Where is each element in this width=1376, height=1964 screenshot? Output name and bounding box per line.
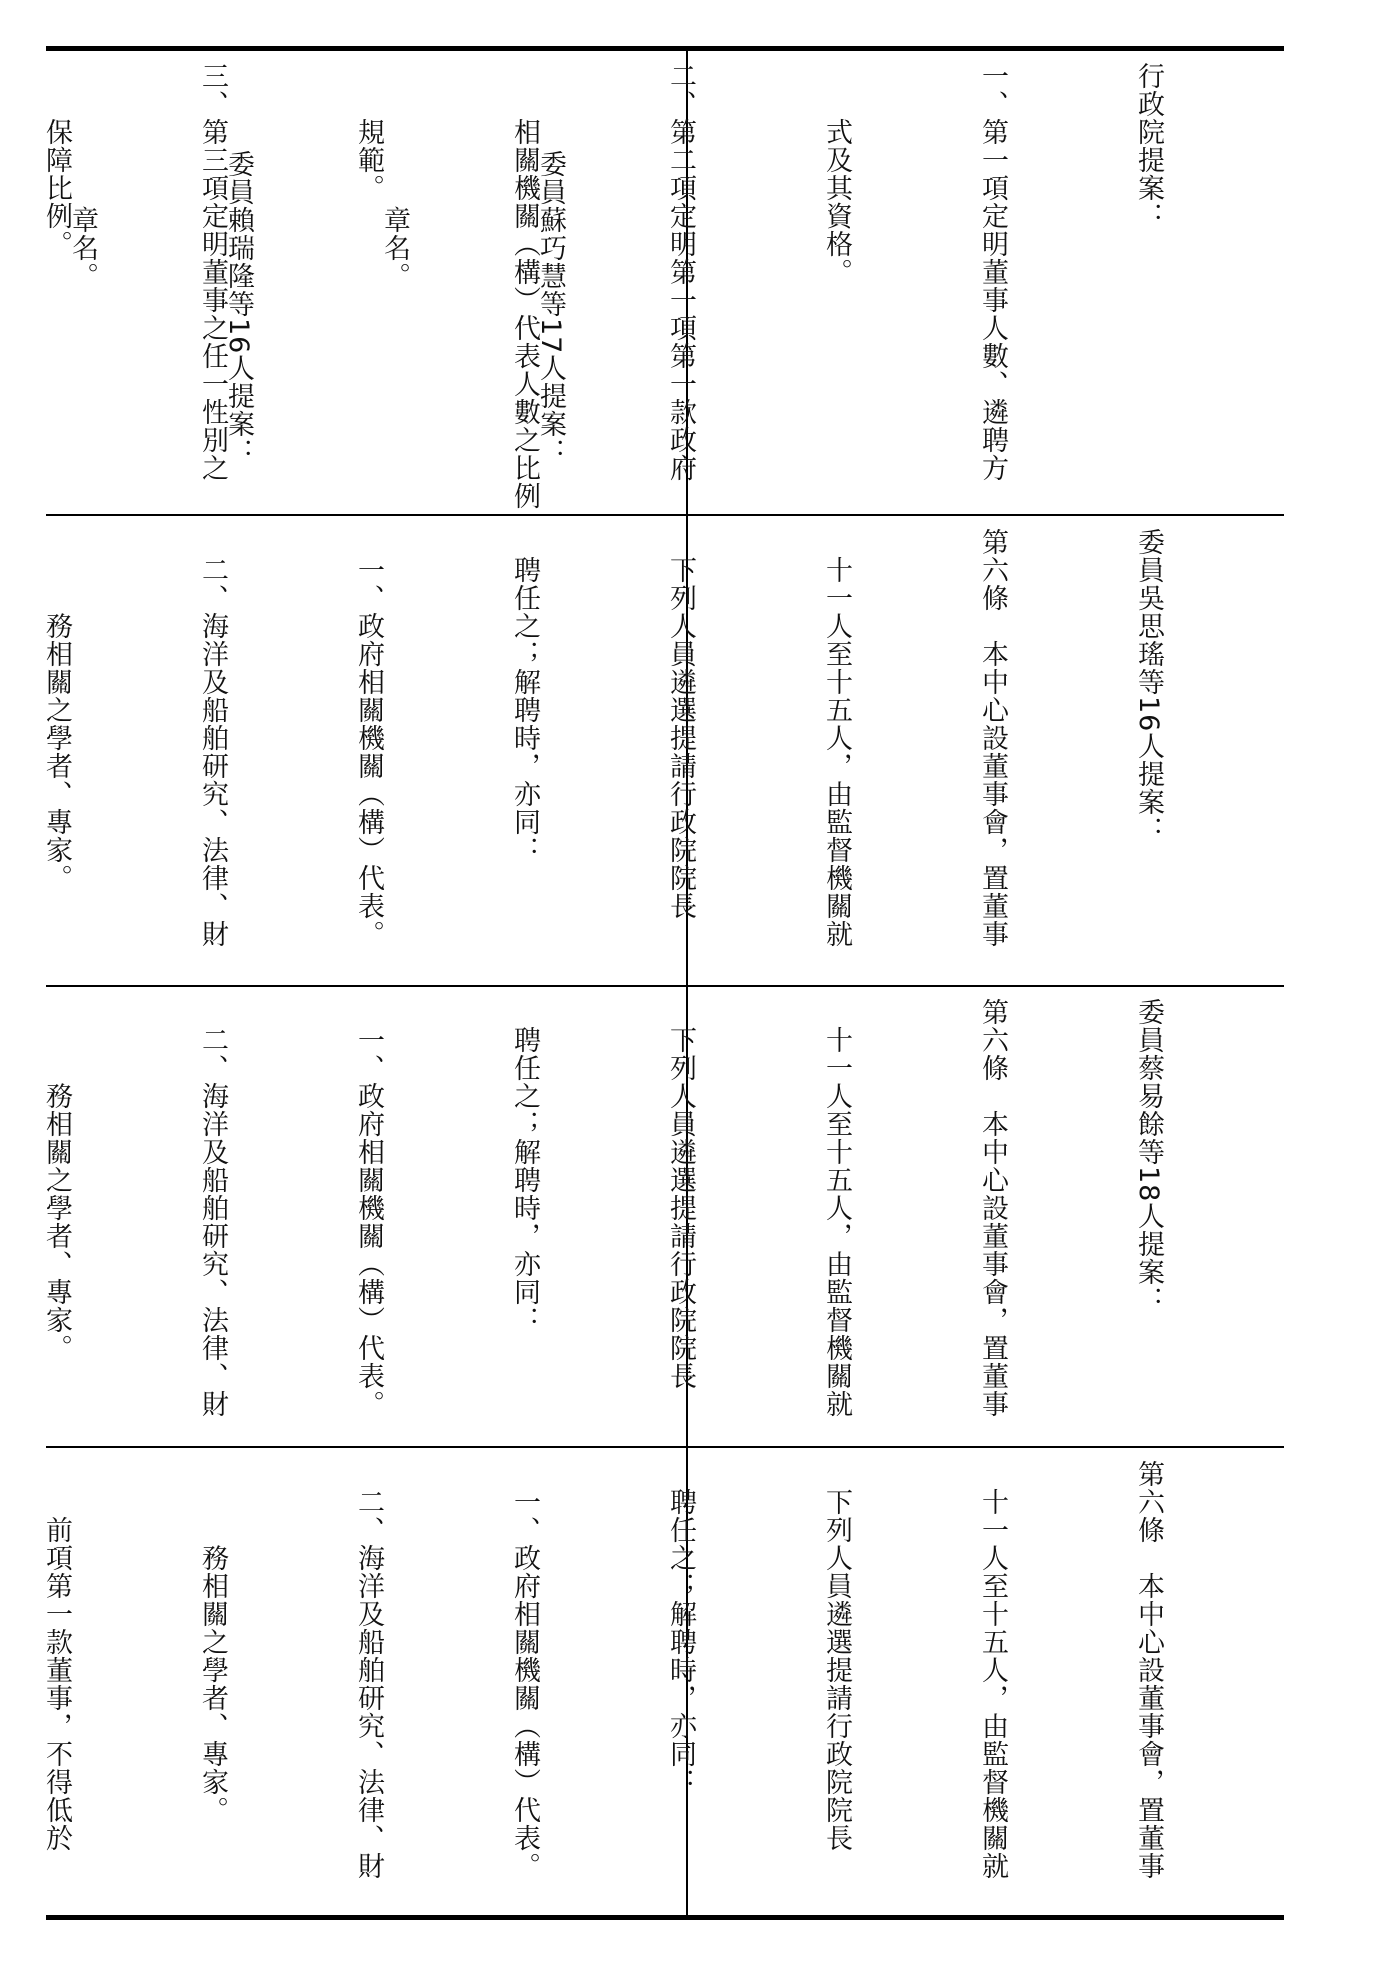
text-line: 二、第二項定明第一項第一款政府	[665, 62, 696, 482]
text-line: 第六條 本中心設董事會，置董事	[977, 998, 1008, 1418]
text-line: 下列人員遴選提請行政院院長	[665, 998, 696, 1390]
text-line: 二、海洋及船舶研究、法律、財	[197, 528, 228, 948]
text-line: 前項第一款董事，不得低於	[41, 1460, 72, 1852]
text-line: 第六條 本中心設董事會，置董事	[977, 528, 1008, 948]
text-line: 保障比例。	[41, 62, 72, 258]
row4-right-cell	[41, 1460, 1278, 1910]
text-line: 聘任之；解聘時，亦同：	[509, 998, 540, 1334]
text-line: 一、政府相關機關（構）代表。	[353, 528, 384, 948]
text-line: 行政院提案：	[1133, 62, 1164, 230]
text-line: 規範。	[353, 62, 384, 202]
text-line: 二、海洋及船舶研究、法律、財	[197, 998, 228, 1418]
text-line: 委員蔡易餘等18人提案：	[1133, 998, 1164, 1315]
row-divider-left-1	[46, 514, 686, 516]
text-line: 章名。	[67, 150, 98, 290]
text-line: 委員蘇巧慧等17人提案：	[535, 150, 566, 467]
text-line: 十一人至十五人，由監督機關就	[977, 1460, 1008, 1880]
row-divider-left-2	[46, 985, 686, 987]
text-line: 一、政府相關機關（構）代表。	[509, 1460, 540, 1880]
row1-left-cell	[67, 150, 680, 506]
text-line: 聘任之；解聘時，亦同：	[665, 1460, 696, 1796]
text-line: 十一人至十五人，由監督機關就	[821, 998, 852, 1418]
text-line: 委員吳思瑤等16人提案：	[1133, 528, 1164, 845]
row-divider-right-1	[688, 514, 1284, 516]
top-border	[46, 46, 1284, 51]
text-line: 十一人至十五人，由監督機關就	[821, 528, 852, 948]
row-divider-right-3	[688, 1446, 1284, 1448]
text-line: 章名。	[379, 150, 410, 290]
text-line: 三、第三項定明董事之任一性別之	[197, 62, 228, 482]
text-line: 聘任之；解聘時，亦同：	[509, 528, 540, 864]
text-line: 一、政府相關機關（構）代表。	[353, 998, 384, 1418]
bottom-border	[46, 1915, 1284, 1920]
text-line: 下列人員遴選提請行政院院長	[665, 528, 696, 920]
text-line: 二、海洋及船舶研究、法律、財	[353, 1460, 384, 1880]
text-line: 務相關之學者、專家。	[41, 998, 72, 1362]
text-line: 下列人員遴選提請行政院院長	[821, 1460, 852, 1852]
text-line: 委員賴瑞隆等16人提案：	[223, 150, 254, 467]
text-line: 務相關之學者、專家。	[41, 528, 72, 892]
text-line: 相關機關（構）代表人數之比例	[509, 62, 540, 510]
row3-right-cell	[41, 998, 1278, 1440]
text-line: 一、第一項定明董事人數、遴聘方	[977, 62, 1008, 482]
row-divider-left-3	[46, 1446, 686, 1448]
text-line: 第六條 本中心設董事會，置董事	[1133, 1460, 1164, 1880]
text-line: 務相關之學者、專家。	[197, 1460, 228, 1824]
row-divider-right-2	[688, 985, 1284, 987]
row2-right-cell	[41, 528, 1278, 978]
text-line: 式及其資格。	[821, 62, 852, 286]
